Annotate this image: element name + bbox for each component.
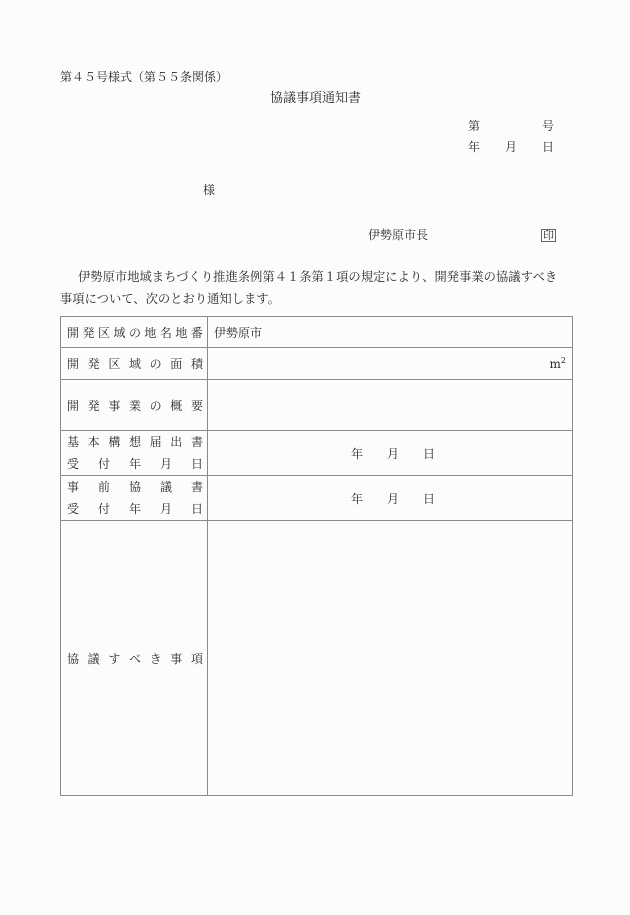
label-area <box>61 348 208 380</box>
label-char: 日 <box>190 502 203 516</box>
area-unit: m <box>549 357 561 371</box>
label-text <box>67 324 203 341</box>
body-text-line2: 事項について、次のとおり通知します。 <box>60 292 280 306</box>
day-label: 日 <box>423 491 436 506</box>
label-char: 域 <box>113 325 126 340</box>
day-label: 日 <box>423 446 436 461</box>
issuer-name: 伊勢原市長 <box>368 228 429 242</box>
label-text <box>67 650 203 667</box>
label-text <box>67 397 203 414</box>
label-char: 議 <box>87 651 100 666</box>
number-prefix: 第 <box>468 119 481 133</box>
table-row <box>61 476 573 521</box>
value-basic-plan-date[interactable] <box>208 431 573 476</box>
label-char: 付 <box>97 502 110 516</box>
label-char: 事 <box>170 651 183 666</box>
label-char: 協 <box>128 480 141 494</box>
year-label: 年 <box>350 446 363 461</box>
label-char: 書 <box>190 480 203 494</box>
table-row <box>61 521 573 796</box>
label-char: 前 <box>97 480 110 494</box>
table-row <box>61 317 573 348</box>
label-char: 開 <box>67 357 80 371</box>
label-prior-consult-date <box>61 476 208 521</box>
label-char: 概 <box>170 398 183 413</box>
label-char: 事 <box>108 398 121 413</box>
label-char: 年 <box>128 502 141 516</box>
label-char: 日 <box>190 457 203 471</box>
label-text-line1 <box>67 476 203 498</box>
year-label: 年 <box>350 491 363 506</box>
value-area[interactable] <box>208 348 573 380</box>
label-char: 面 <box>170 357 183 371</box>
label-basic-plan-date <box>61 431 208 476</box>
addressee-honorific: 様 <box>203 183 216 197</box>
label-char: 年 <box>128 457 141 471</box>
label-char: 想 <box>128 435 141 449</box>
label-char: 受 <box>67 502 80 516</box>
label-char: べ <box>128 651 141 666</box>
month-label: 月 <box>386 491 399 506</box>
label-matters <box>61 521 208 796</box>
label-char: 出 <box>170 435 183 449</box>
label-char: 番 <box>190 325 203 340</box>
month-label: 月 <box>386 446 399 461</box>
label-char: 発 <box>87 357 100 371</box>
table-row <box>61 431 573 476</box>
label-location <box>61 317 208 348</box>
label-char: す <box>108 651 121 666</box>
table-row <box>61 348 573 380</box>
label-char: 地 <box>144 325 157 340</box>
label-char: 基 <box>67 435 80 449</box>
label-char: の <box>149 357 162 371</box>
form-number: 第４５号様式（第５５条関係） <box>60 70 229 84</box>
label-char: 月 <box>159 502 172 516</box>
label-char: き <box>149 651 162 666</box>
value-prior-consult-date[interactable] <box>208 476 573 521</box>
label-char: 発 <box>87 398 100 413</box>
area-unit-sup: 2 <box>560 356 566 365</box>
seal-icon: 印 <box>543 229 554 242</box>
notification-table <box>60 316 573 796</box>
label-char: 開 <box>67 398 80 413</box>
number-suffix: 号 <box>542 119 555 133</box>
label-summary <box>61 380 208 431</box>
label-char: 名 <box>159 325 172 340</box>
label-char: 業 <box>128 398 141 413</box>
label-text-line2 <box>67 498 203 520</box>
label-char: 区 <box>108 357 121 371</box>
date-day-label: 日 <box>542 140 555 154</box>
label-char: 議 <box>159 480 172 494</box>
label-text-line1 <box>67 431 203 453</box>
label-char: 発 <box>82 325 95 340</box>
label-char: 事 <box>67 480 80 494</box>
label-text <box>67 355 203 372</box>
body-text-line1: 伊勢原市地域まちづくり推進条例第４１条第１項の規定により、開発事業の協議すべき <box>78 270 558 284</box>
label-char: 項 <box>190 651 203 666</box>
date-month-label: 月 <box>505 140 518 154</box>
value-summary[interactable] <box>208 380 573 431</box>
label-char: 構 <box>108 435 121 449</box>
table-row <box>61 380 573 431</box>
label-char: の <box>149 398 162 413</box>
label-char: 開 <box>67 325 80 340</box>
label-text-line2 <box>67 453 203 475</box>
label-char: 書 <box>190 435 203 449</box>
value-location[interactable]: 伊勢原市 <box>208 317 573 348</box>
label-char: 受 <box>67 457 80 471</box>
date-year-label: 年 <box>468 140 481 154</box>
label-char: 協 <box>67 651 80 666</box>
label-char: 要 <box>190 398 203 413</box>
label-char: 届 <box>149 435 162 449</box>
label-char: 地 <box>175 325 188 340</box>
label-char: の <box>128 325 141 340</box>
label-char: 域 <box>128 357 141 371</box>
label-char: 付 <box>97 457 110 471</box>
label-char: 本 <box>87 435 100 449</box>
label-char: 区 <box>97 325 110 340</box>
label-char: 積 <box>190 357 203 371</box>
label-char: 月 <box>159 457 172 471</box>
value-matters[interactable] <box>208 521 573 796</box>
document-title: 協議事項通知書 <box>270 91 362 106</box>
